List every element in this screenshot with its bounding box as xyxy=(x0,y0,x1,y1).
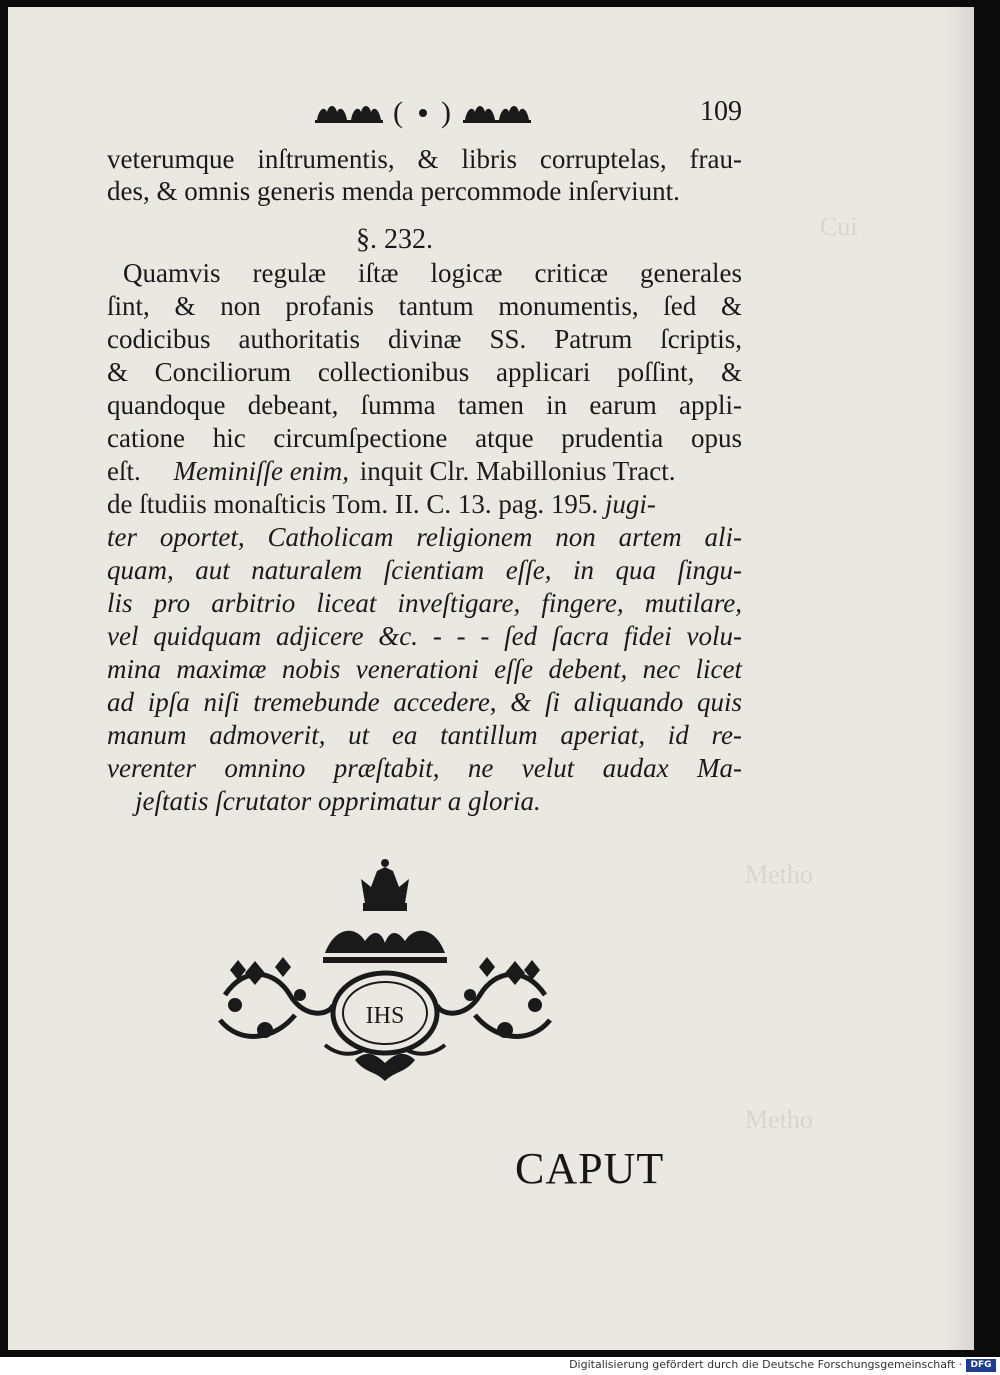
dfg-logo-icon: DFG xyxy=(966,1359,996,1372)
show-through: Cui xyxy=(820,212,858,241)
text-line: ter oportet, Catholicam religionem non artem ali- xyxy=(107,522,742,552)
text-line: veterumque inſtrumentis, & libris corruptelas, frau- xyxy=(107,144,742,174)
text-line: verenter omnino præſtabit, ne velut audax Ma- xyxy=(107,753,742,783)
text-run: inquit Clr. Mabillonius Tract. xyxy=(359,456,676,486)
svg-text:(: ( xyxy=(393,96,403,129)
text-line: Quamvis regulæ iſtæ logicæ criticæ generales xyxy=(123,258,742,288)
text-line: ſint, & non profanis tantum monumentis, ſed & xyxy=(107,291,742,321)
footer-bar xyxy=(0,1357,1000,1375)
text-line xyxy=(107,488,656,520)
section-heading: §. 232. xyxy=(356,224,433,255)
text-line: mina maximæ nobis venerationi eſſe debent, nec licet xyxy=(107,654,742,684)
running-head-ornament xyxy=(313,96,533,137)
text-line: quam, aut naturalem ſcientiam eſſe, in qua ſingu- xyxy=(107,555,742,585)
text-line: quandoque debeant, ſumma tamen in earum appli- xyxy=(107,390,742,420)
text-line: des, & omnis generis menda percommode inſerviunt. xyxy=(107,176,680,206)
page-gutter-shade xyxy=(944,7,974,1350)
catchword: CAPUT xyxy=(515,1144,665,1193)
text-line: & Conciliorum collectionibus applicari poſſint, & xyxy=(107,357,742,387)
text-line: lis pro arbitrio liceat inveſtigare, fingere, mutilare, xyxy=(107,588,742,618)
funding-credit: Digitalisierung gefördert durch die Deutsche Forschungsgemeinschaft · xyxy=(569,1358,962,1371)
text-run: de ſtudiis monaſticis Tom. II. C. 13. pag. 195. xyxy=(107,489,599,519)
text-line: ad ipſa niſi tremebunde accedere, & ſi aliquando quis xyxy=(107,687,742,717)
text-line xyxy=(107,455,676,487)
ihs-monogram: IHS xyxy=(365,1003,405,1029)
text-line: catione hic circumſpectione atque prudentia opus xyxy=(107,423,742,453)
show-through: Metho xyxy=(745,860,813,889)
text-line: codicibus authoritatis divinæ SS. Patrum ſcriptis, xyxy=(107,324,742,354)
italic-run: Meminiſſe enim, xyxy=(173,456,349,486)
text-line: jeſtatis ſcrutator opprimatur a gloria. xyxy=(135,786,541,816)
show-through: Metho xyxy=(745,1105,813,1134)
ihs-crest-icon xyxy=(205,845,575,1090)
printers-ornament-icon xyxy=(313,96,533,130)
svg-text:): ) xyxy=(441,96,451,129)
text-line: manum admoverit, ut ea tantillum aperiat, id re- xyxy=(107,720,742,750)
text-run: eſt. xyxy=(107,456,141,486)
ihs-vignette xyxy=(205,845,575,1094)
text-line: vel quidquam adjicere &c. - - - ſed ſacra fidei volu- xyxy=(107,621,742,651)
page-number: 109 xyxy=(700,96,742,127)
italic-run: jugi- xyxy=(604,489,656,519)
